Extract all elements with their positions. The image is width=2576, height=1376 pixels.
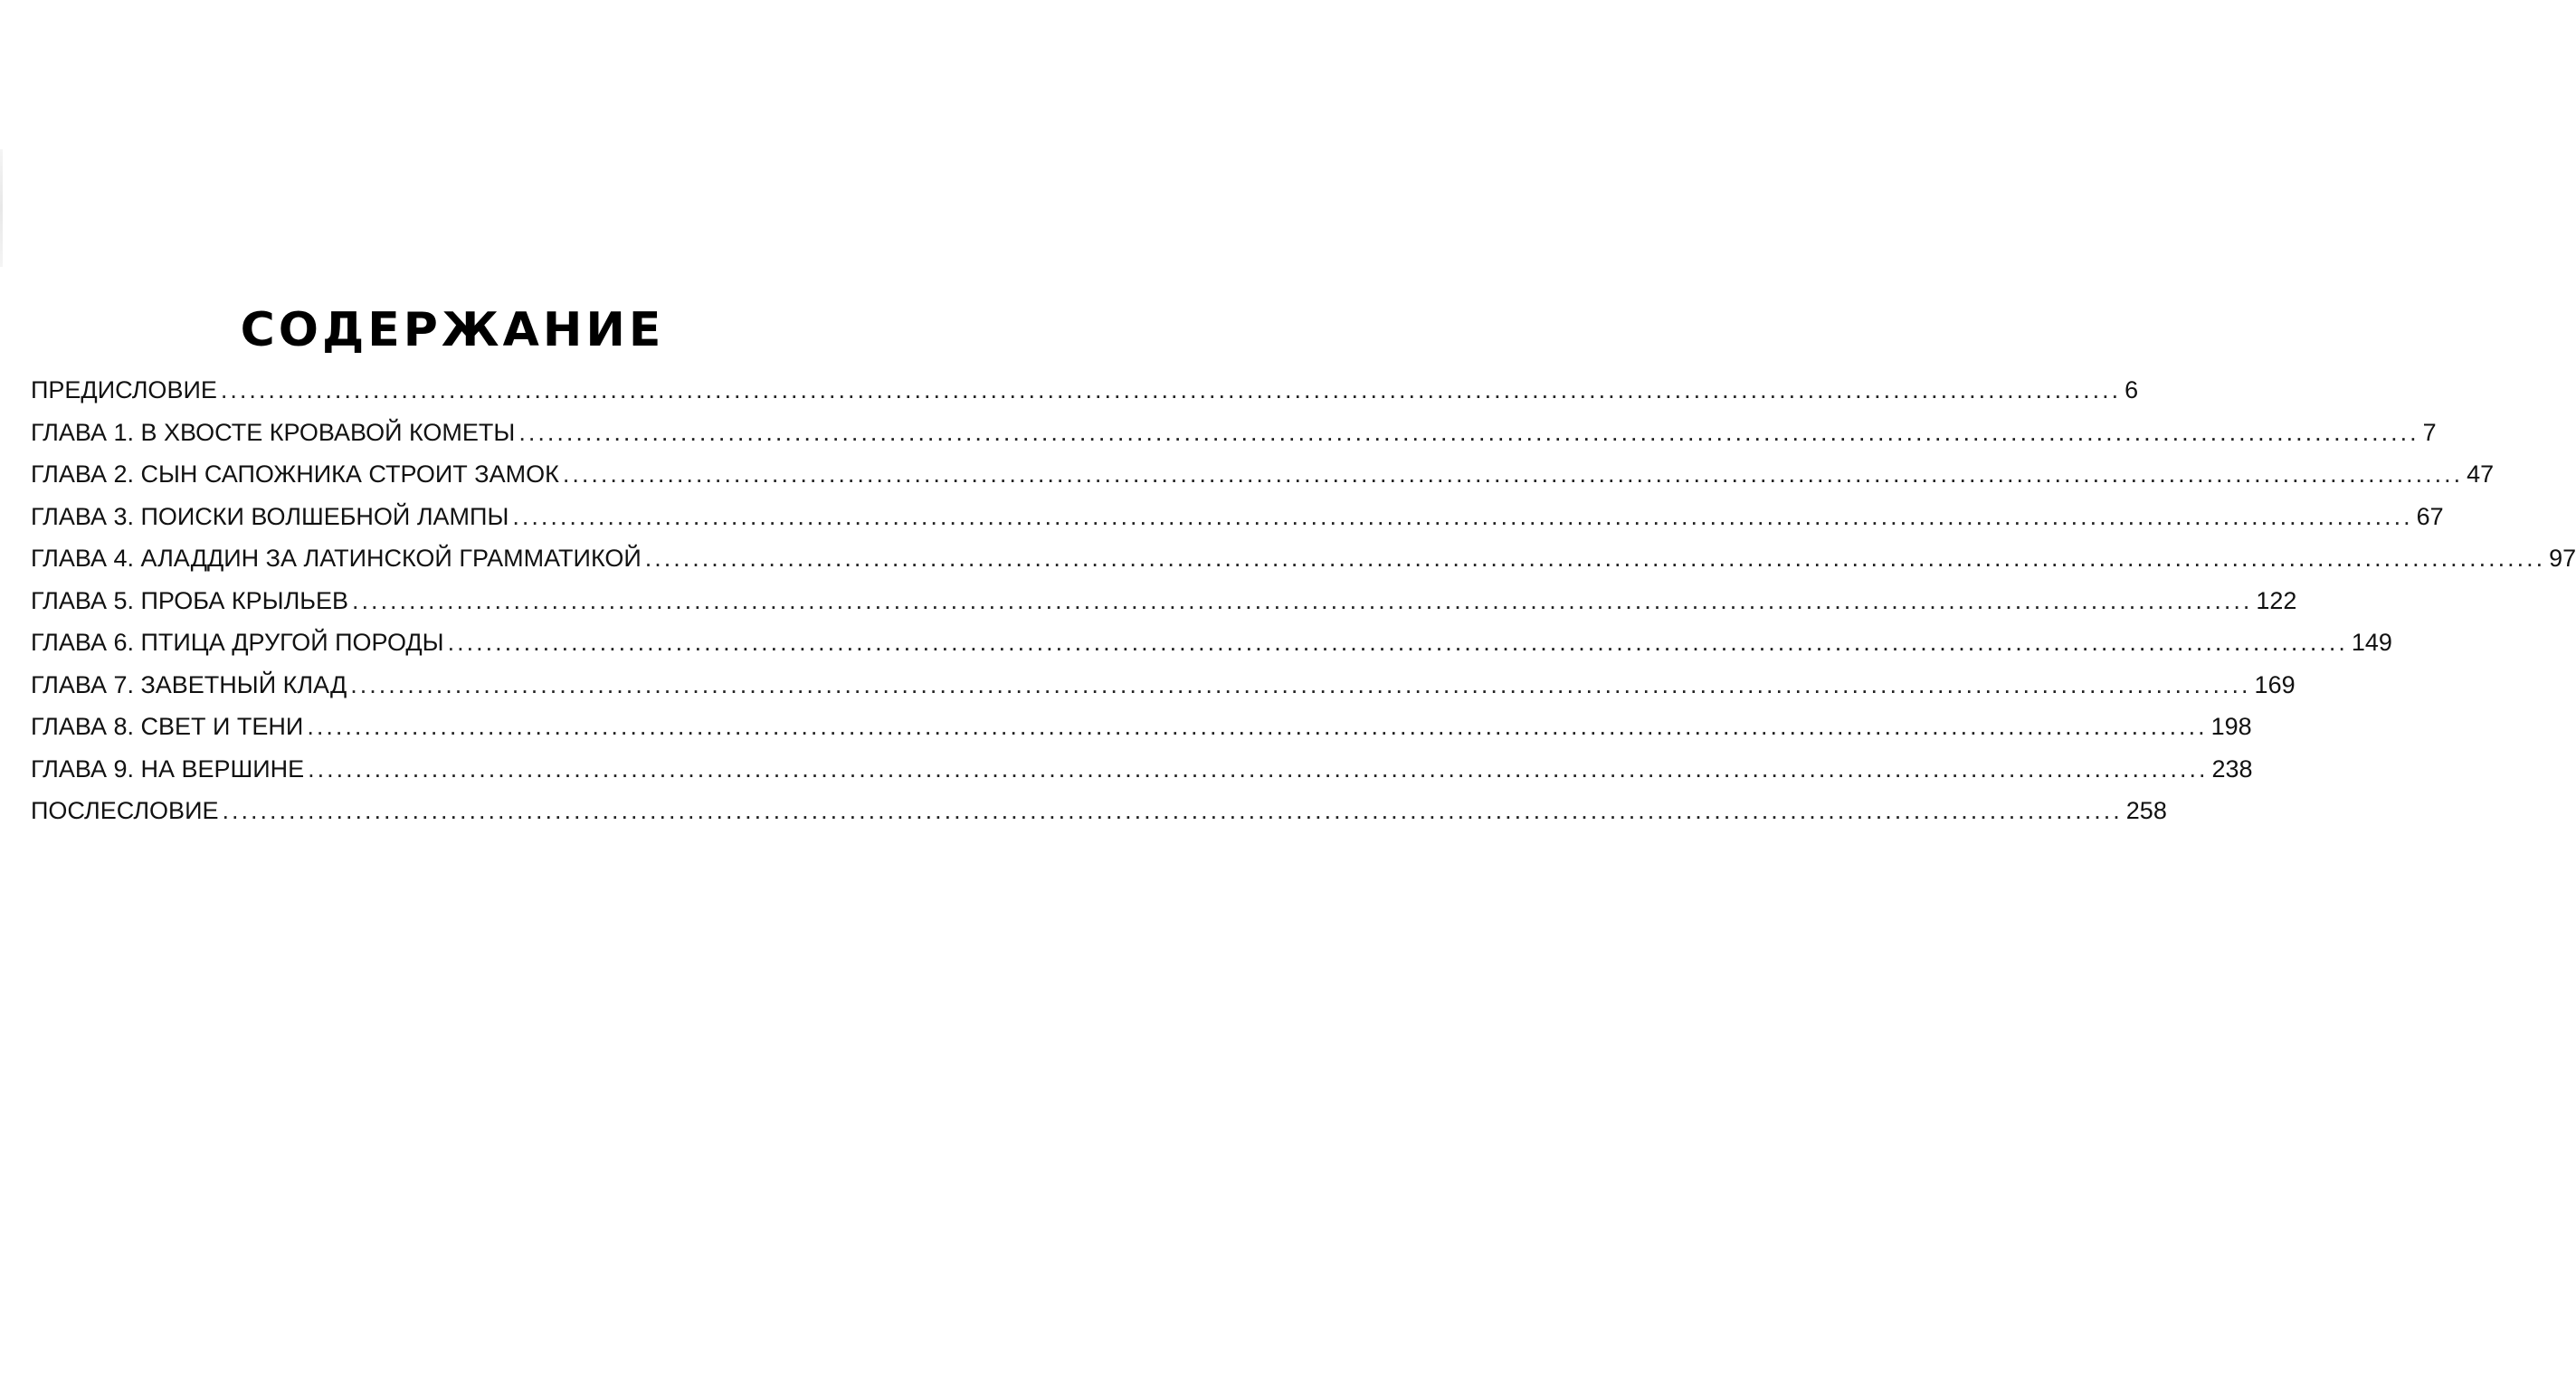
toc-entry-page: 198 <box>2210 713 2252 740</box>
toc-entry-page: 122 <box>2256 586 2297 614</box>
toc-entry-label: ГЛАВА 7. ЗАВЕТНЫЙ КЛАД <box>31 670 347 698</box>
toc-entry-label: ГЛАВА 5. ПРОБА КРЫЛЬЕВ <box>31 586 349 614</box>
toc-dot-leader: ........................................................................................................................................................................................................ <box>307 713 2208 740</box>
toc-entry-label: ГЛАВА 4. АЛАДДИН ЗА ЛАТИНСКОЙ ГРАММАТИКОЙ <box>31 545 642 572</box>
toc-entry <box>31 670 2296 714</box>
toc-entry-page: 7 <box>2422 418 2437 446</box>
toc-entry <box>31 754 2253 798</box>
toc-entry-page: 169 <box>2254 670 2296 698</box>
toc-entry-page: 6 <box>2124 376 2139 403</box>
toc-entry-label: ГЛАВА 9. НА ВЕРШИНЕ <box>31 754 305 783</box>
toc-entry-page: 238 <box>2211 754 2253 783</box>
toc-dot-leader: ........................................................................................................................................................................................................ <box>518 418 2419 446</box>
toc-dot-leader: ........................................................................................................................................................................................................ <box>222 797 2123 824</box>
page-edge-shadow <box>0 149 3 267</box>
toc-entry-label: ГЛАВА 2. СЫН САПОЖНИКА СТРОИТ ЗАМОК <box>31 460 559 488</box>
page-title: СОДЕРЖАНИЕ <box>240 303 665 357</box>
toc-entry-page: 47 <box>2467 460 2495 488</box>
toc-entry-page: 149 <box>2351 629 2392 656</box>
toc-dot-leader: ........................................................................................................................................................................................................ <box>220 376 2122 403</box>
toc-dot-leader: ........................................................................................................................................................................................................ <box>644 545 2546 572</box>
toc-entry-page: 258 <box>2125 797 2167 824</box>
toc-entry <box>31 545 2576 587</box>
toc-entry-label: ГЛАВА 8. СВЕТ И ТЕНИ <box>31 713 304 740</box>
toc-entry <box>31 418 2437 461</box>
toc-dot-leader: ........................................................................................................................................................................................................ <box>447 629 2348 656</box>
toc-entry-label: ПРЕДИСЛОВИЕ <box>31 376 217 403</box>
toc-entry <box>31 376 2139 419</box>
toc-entry-label: ПОСЛЕСЛОВИЕ <box>31 797 219 824</box>
toc-entry <box>31 629 2392 671</box>
toc-entry <box>31 797 2167 840</box>
toc-dot-leader: ........................................................................................................................................................................................................ <box>308 754 2209 783</box>
toc-dot-leader: ........................................................................................................................................................................................................ <box>512 502 2413 530</box>
toc-dot-leader: ........................................................................................................................................................................................................ <box>352 586 2253 614</box>
toc-entry <box>31 502 2444 546</box>
toc-entry <box>31 460 2495 503</box>
table-of-contents <box>31 376 2576 840</box>
toc-entry-label: ГЛАВА 1. В ХВОСТЕ КРОВАВОЙ КОМЕТЫ <box>31 418 516 446</box>
toc-entry-label: ГЛАВА 3. ПОИСКИ ВОЛШЕБНОЙ ЛАМПЫ <box>31 502 509 530</box>
toc-entry-page: 97 <box>2549 545 2576 572</box>
toc-entry-page: 67 <box>2416 502 2444 530</box>
toc-entry <box>31 586 2297 630</box>
toc-dot-leader: ........................................................................................................................................................................................................ <box>350 670 2251 698</box>
toc-dot-leader: ........................................................................................................................................................................................................ <box>562 460 2464 488</box>
toc-entry-label: ГЛАВА 6. ПТИЦА ДРУГОЙ ПОРОДЫ <box>31 629 444 656</box>
toc-entry <box>31 713 2252 755</box>
